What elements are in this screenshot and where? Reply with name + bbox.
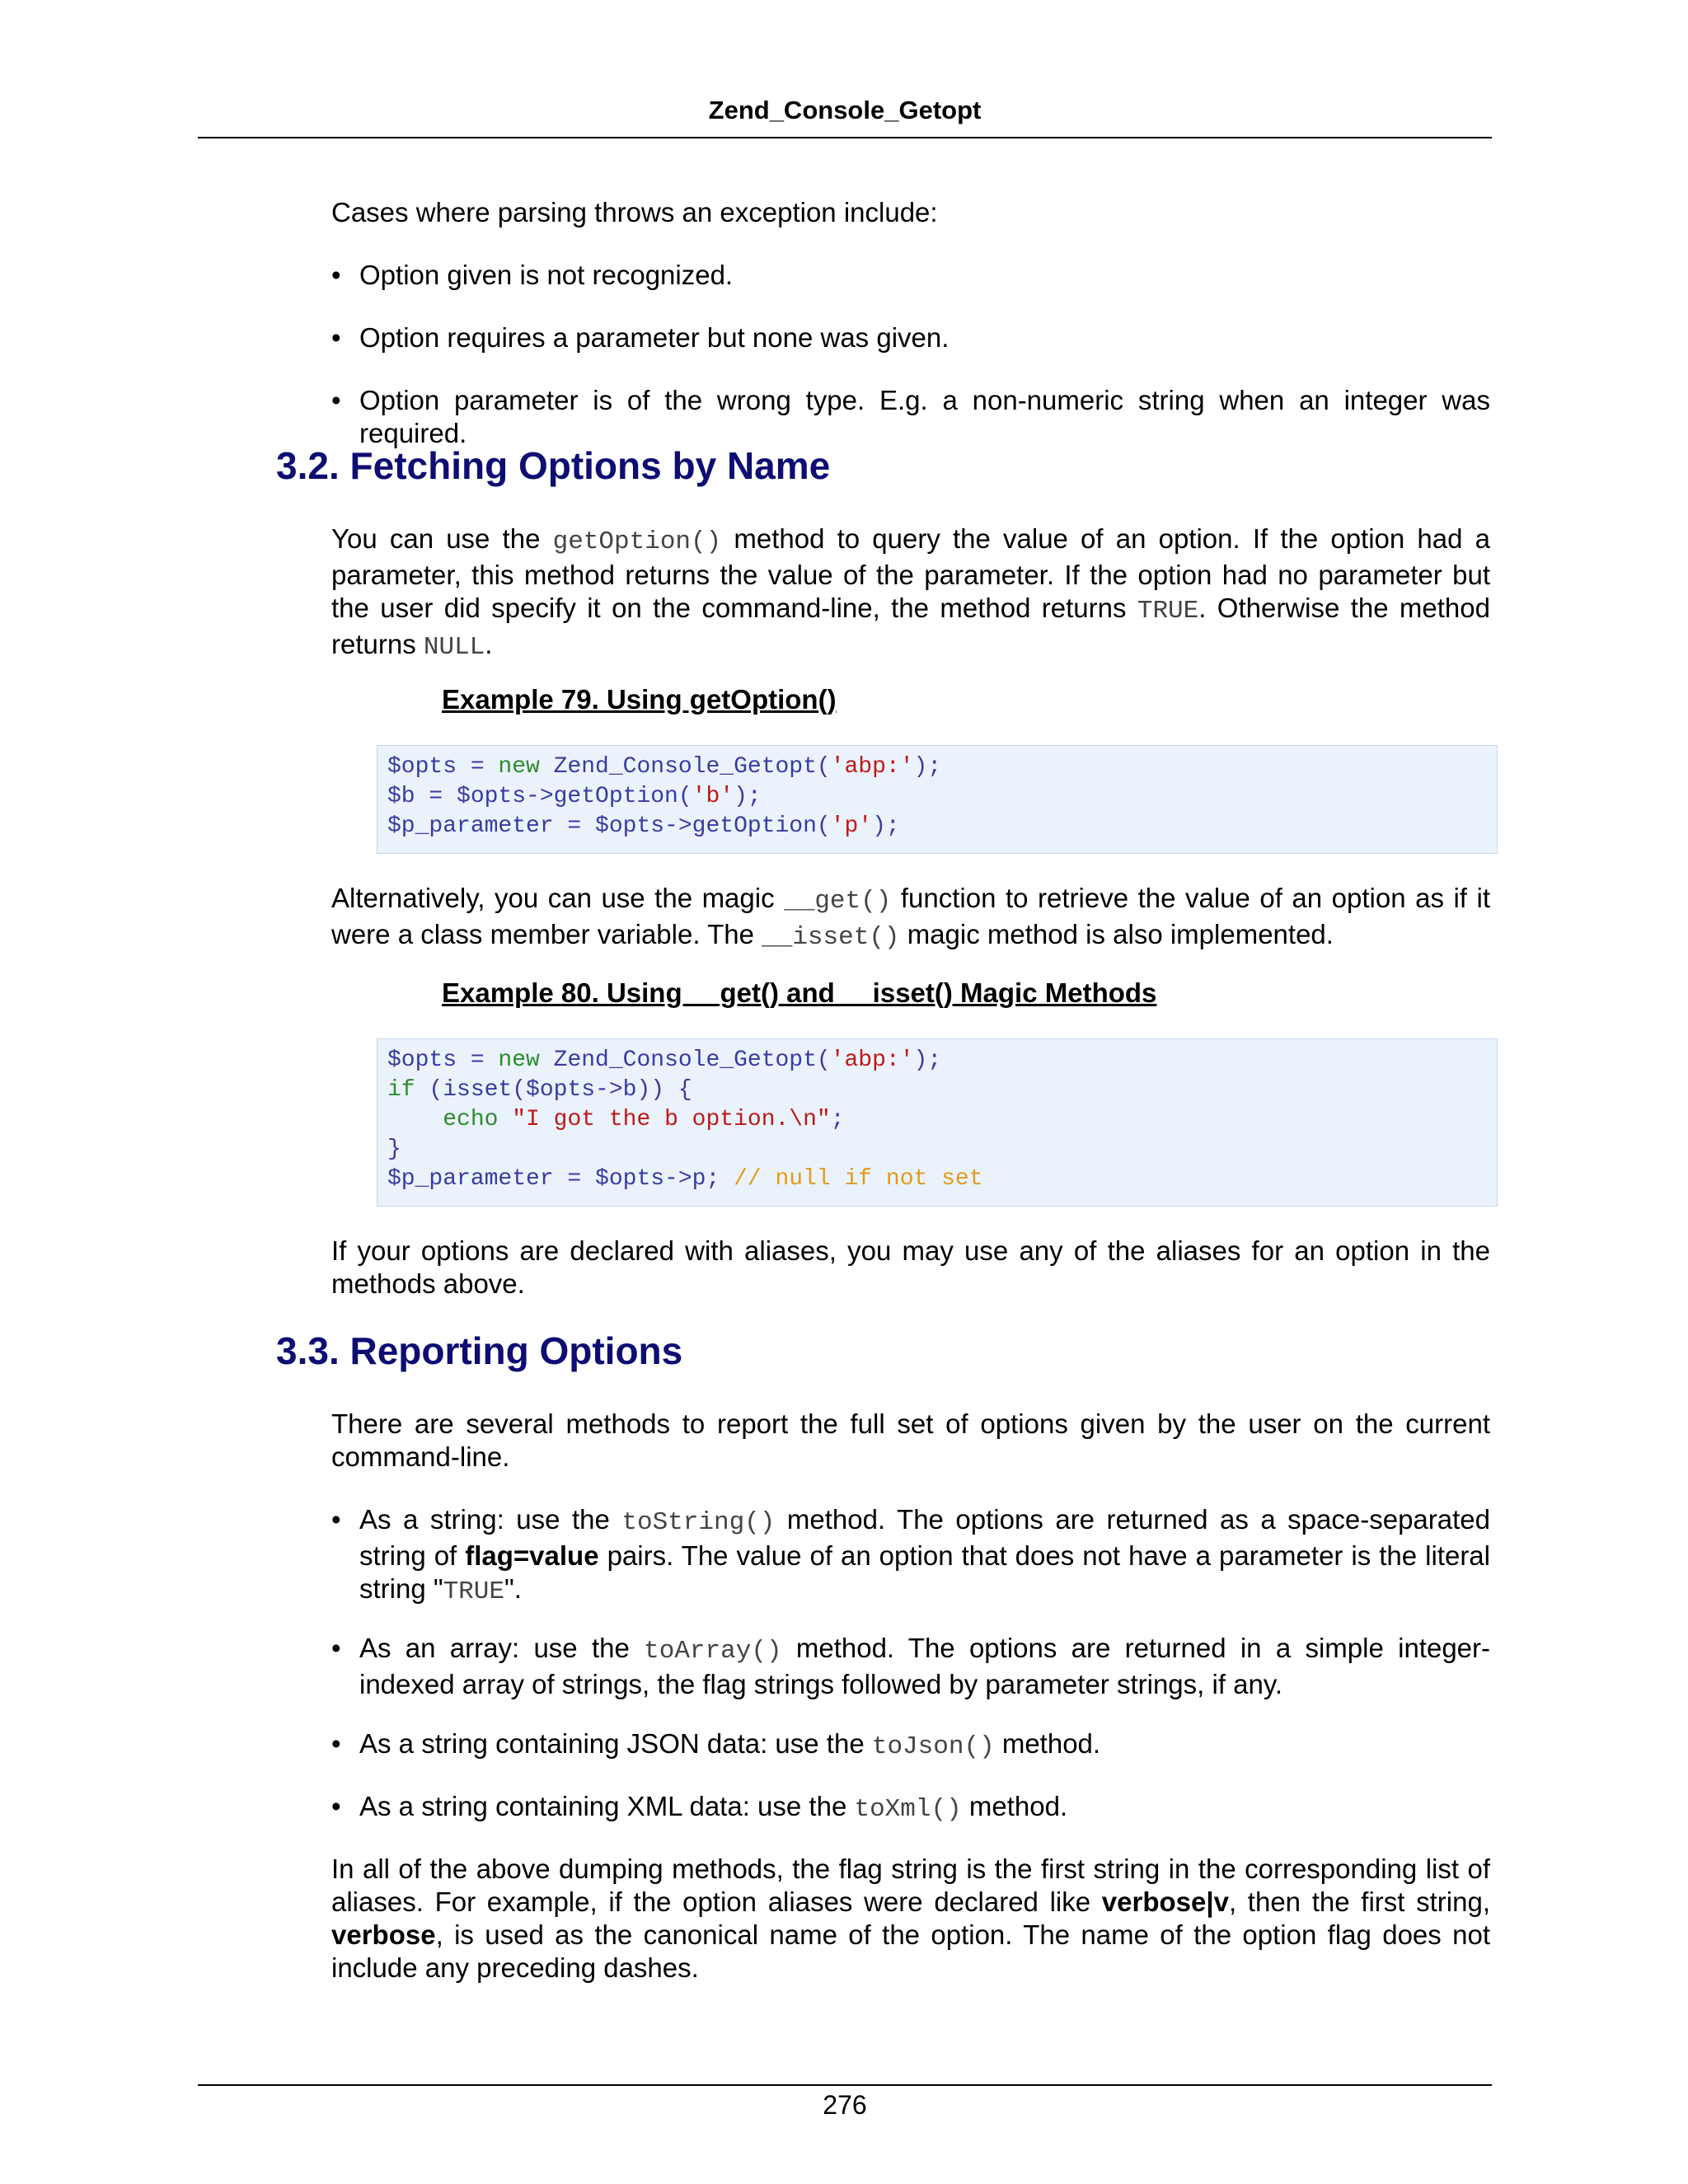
code-line: $p_parameter = $opts->getOption('p'); <box>387 813 900 839</box>
intro-paragraph: Cases where parsing throws an exception include: <box>331 197 938 227</box>
code-block-example-79 <box>377 745 1498 854</box>
inline-code: toArray() <box>644 1637 782 1666</box>
paragraph-aliases: If your options are declared with aliases, you may use any of the aliases for an option in the methods above. <box>331 1235 1490 1299</box>
header-rule <box>198 137 1492 138</box>
bullet-glyph: • <box>331 1728 341 1759</box>
bullet-glyph: • <box>331 322 341 353</box>
running-header: Zend_Console_Getopt <box>708 96 982 124</box>
list-item: • Option parameter is of the wrong type. E.g. a non-numeric string when an integer was required. <box>331 385 1490 448</box>
bullet-glyph: • <box>331 385 341 415</box>
code-line: if (isset($opts->b)) { <box>387 1077 692 1103</box>
code-line: $opts = new Zend_Console_Getopt('abp:'); <box>387 1047 942 1073</box>
inline-code: toXml() <box>854 1795 962 1824</box>
code-line: } <box>387 1137 401 1162</box>
list-item: • Option requires a parameter but none was given. <box>331 322 950 353</box>
bullet-glyph: • <box>331 1504 341 1535</box>
inline-code: __get() <box>784 887 892 916</box>
list-item: • As a string containing XML data: use the toXml() method. <box>331 1791 1068 1824</box>
inline-code: getOption() <box>552 527 722 556</box>
inline-code: TRUE <box>1137 597 1199 626</box>
page-number: 276 <box>823 2090 867 2120</box>
bullet-glyph: • <box>331 1633 341 1663</box>
list-item: • As a string: use the toString() method. The options are returned as a space-separated string of flag=value pairs. The value of an option that does not have a parameter is the literal string "TRUE". <box>331 1504 1491 1606</box>
bullet-glyph: • <box>331 1791 341 1821</box>
inline-code: TRUE <box>443 1577 504 1606</box>
inline-code: NULL <box>423 633 485 662</box>
paragraph-reporting-intro: There are several methods to report the full set of options given by the user on the current command-line. <box>331 1408 1490 1472</box>
code-line: echo "I got the b option.\n"; <box>443 1107 845 1132</box>
list-item: • As an array: use the toArray() method. The options are returned in a simple integer-indexed array of strings, the flag strings followed by parameter strings, if any. <box>331 1633 1491 1699</box>
inline-code: toJson() <box>871 1732 995 1761</box>
paragraph-dumping-methods: In all of the above dumping methods, the flag string is the first string in the corresponding list of aliases. For example, if the option aliases were declared like verbose|v, then the first string, verbose, is used as the canonical name of the option. The name of the option flag does not include any preceding dashes. <box>331 1854 1490 1983</box>
inline-code: __isset() <box>762 923 900 952</box>
list-item: • As a string containing JSON data: use the toJson() method. <box>331 1728 1101 1761</box>
example-79-title: Example 79. Using getOption() <box>442 684 837 715</box>
footer-rule <box>198 2084 1492 2086</box>
paragraph-magic-get: Alternatively, you can use the magic __get() function to retrieve the value of an option as if it were a class member variable. The __isset() magic method is also implemented. <box>331 883 1490 952</box>
example-80-title: Example 80. Using __get() and __isset() Magic Methods <box>442 977 1157 1008</box>
code-line: $opts = new Zend_Console_Getopt('abp:'); <box>387 754 942 780</box>
inline-code: toString() <box>621 1508 776 1537</box>
section-heading-3-2: 3.2. Fetching Options by Name <box>276 444 831 487</box>
section-heading-3-3: 3.3. Reporting Options <box>276 1329 683 1372</box>
code-line: $b = $opts->getOption('b'); <box>387 784 762 809</box>
code-block-example-80 <box>377 1038 1498 1207</box>
bullet-glyph: • <box>331 260 341 290</box>
list-item: • Option given is not recognized. <box>331 260 734 290</box>
code-line: $p_parameter = $opts->p; // null if not set <box>387 1166 983 1192</box>
paragraph-getoption: You can use the getOption() method to query the value of an option. If the option had a parameter, this method returns the value of the parameter. If the option had no parameter but the user did specify it on the command-line, the method returns TRUE. Otherwise the method returns NULL. <box>331 523 1490 662</box>
